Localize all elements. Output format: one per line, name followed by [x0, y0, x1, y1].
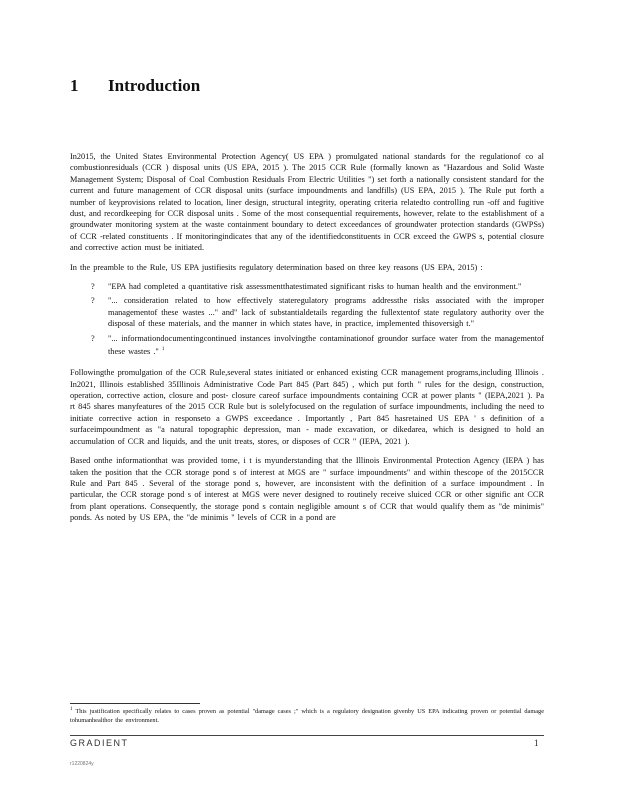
reasons-list — [70, 281, 544, 357]
footnote — [70, 706, 544, 725]
list-item — [70, 295, 544, 329]
section-title: Introduction — [108, 76, 201, 95]
footer-divider — [70, 735, 544, 736]
footnote-reference: 1 — [161, 347, 165, 353]
document-code: r1220824y — [70, 761, 94, 767]
bullet-glyph: ? — [91, 333, 95, 343]
paragraph-intro: In2015, the United States Environmental Protection Agency( US EPA ) promulgated national standards for the regulationof co al combustionresiduals (CCR ) disposal units (US EPA, 2015 ). The 2015 CCR Rule (formally known as "Hazardous and Solid Waste Management System; Disposal of Coal Combustion Residuals From Electric Utilities ") set forth a nationally consistent standard for the current and future management of CCR disposal units (surface impoundments and landfills) (US EPA, 2015 ). The Rule put forth a number of keyprovisions related to location, liner design, structural integrity, operating criteria relatedto controlling run -off and fugitive dust, and recordkeeping for CCR disposal units . Some of the most consequential requirements, however, relate to the establishment of a groundwater monitoring system at the waste containment boundary to detect exceedances of groundwater protection standards (GWPSs) of CCR -related constituents . If monitoringindicates that any of the identifiedconstituents in CCR exceed the GWPS s, potential closure and corrective action must be initiated. — [70, 152, 544, 253]
bullet-glyph: ? — [91, 282, 95, 292]
bullet-text: "EPA had completed a quantitative risk assessmentthatestimated significant risks to human health and the environment." — [108, 282, 522, 292]
bullet-glyph: ? — [91, 296, 95, 306]
bullet-text: "... consideration related to how effectively stateregulatory programs addressthe risks associated with the improper managementof these wastes ..." and" lack of substantialdetails regarding the fullextentof state regulatory authority over the disposal of these materials, and the manner in which states have, in practice, implemented thisoversigh t." — [108, 296, 544, 329]
company-logo: GRADIENT — [70, 738, 129, 748]
body-text — [70, 151, 544, 532]
section-number: 1 — [70, 76, 79, 95]
paragraph-mgs: Based onthe informationthat was provided tome, i t is myunderstanding that the Illinois Environmental Protection Agency (IEPA ) has taken the position that the CCR storage pond s of interest at MGS are " surface impoundments" and within thescope of the 2015CCR Rule and Part 845 . Several of the storage pond s, however, are inconsistent with the definition of a surface impoundment . In particular, the CCR storage pond s of interest at MGS were never designed to routinely receive sluiced CCR or other signific ant CCR from plant operations. Consequently, the storage pond s contain negligible amount s of CCR that would qualify them as "de minimis" ponds. As noted by US EPA, the "de minimis " levels of CCR in a pond are — [70, 456, 544, 523]
section-heading — [70, 76, 200, 96]
list-item — [70, 281, 544, 292]
list-item — [70, 333, 544, 358]
paragraph-illinois: Followingthe promulgation of the CCR Rule,several states initiated or enhanced existing CCR management programs,including Illinois . In2021, Illinois established 35Illinois Administrative Code Part 845 (Part 845) , which put forth " rules for the design, construction, operation, corrective action, closure and post- closure careof surface impoundments containing CCR at power plants " (IEPA,2021 ). Pa rt 845 shares manyfeatures of the 2015 CCR Rule but is solelyfocused on the regulation of surface impoundments, including the need to initiate corrective action in responseto a GWPS exceedance . Importantly , Part 845 hasretained US EPA ' s definition of a surfaceimpoundment as "a natural topographic depression, man - made excavation, or dikedarea, which is designed to hold an accumulation of CCR and liquids, and the unit treats, stores, or disposes of CCR " (IEPA, 2021 ). — [70, 368, 544, 446]
footnote-divider — [70, 703, 200, 704]
footnote-text: This justification specifically relates to cases proven as potential "damage cases ;" which is a regulatory designation givenby US EPA indicating proven or potential damage tohumanhealthor the environment. — [70, 708, 544, 724]
bullet-text: "... informationdocumentingcontinued instances involvingthe contaminationof groundor surface water from the managementof these wastes ." — [108, 333, 544, 356]
paragraph-preamble: In the preamble to the Rule, US EPA justifiesits regulatory determination based on three key reasons (US EPA, 2015) : — [70, 262, 483, 272]
footnote-marker: 1 — [70, 707, 73, 712]
page-number: 1 — [534, 738, 539, 748]
